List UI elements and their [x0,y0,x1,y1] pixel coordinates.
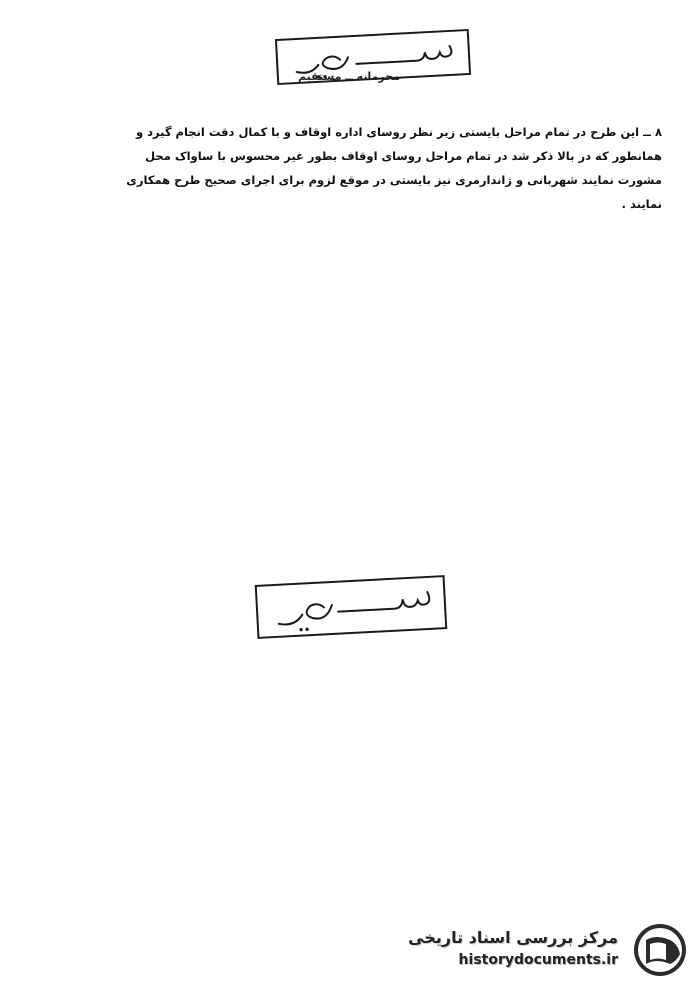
archive-watermark [400,922,690,978]
document-body [48,120,662,216]
classified-stamp-icon [257,577,445,637]
body-line: مشورت نمایند شهربانی و ژاندارمری نیز بایستی در موقع لزوم برای اجرای صحیح طرح همکاری [126,173,662,187]
body-line: نمایند . [621,197,662,211]
body-line: ۸ ــ این طرح در تمام مراحل بایستی زیر نظر روسای اداره اوقاف و با کمال دقت انجام گیرد و [135,125,662,139]
archive-website: historydocuments.ir [458,952,618,968]
archive-name: مرکز بررسی اسناد تاریخی [408,928,618,947]
confidential-label: محرمانه ــ مستقیم [297,70,400,83]
classified-stamp-bottom [255,575,448,639]
history-documents-logo-icon [626,922,688,978]
body-line: همانطور که در بالا ذکر شد در تمام مراحل روسای اوقاف بطور غیر محسوس با ساواک محل [145,149,662,163]
